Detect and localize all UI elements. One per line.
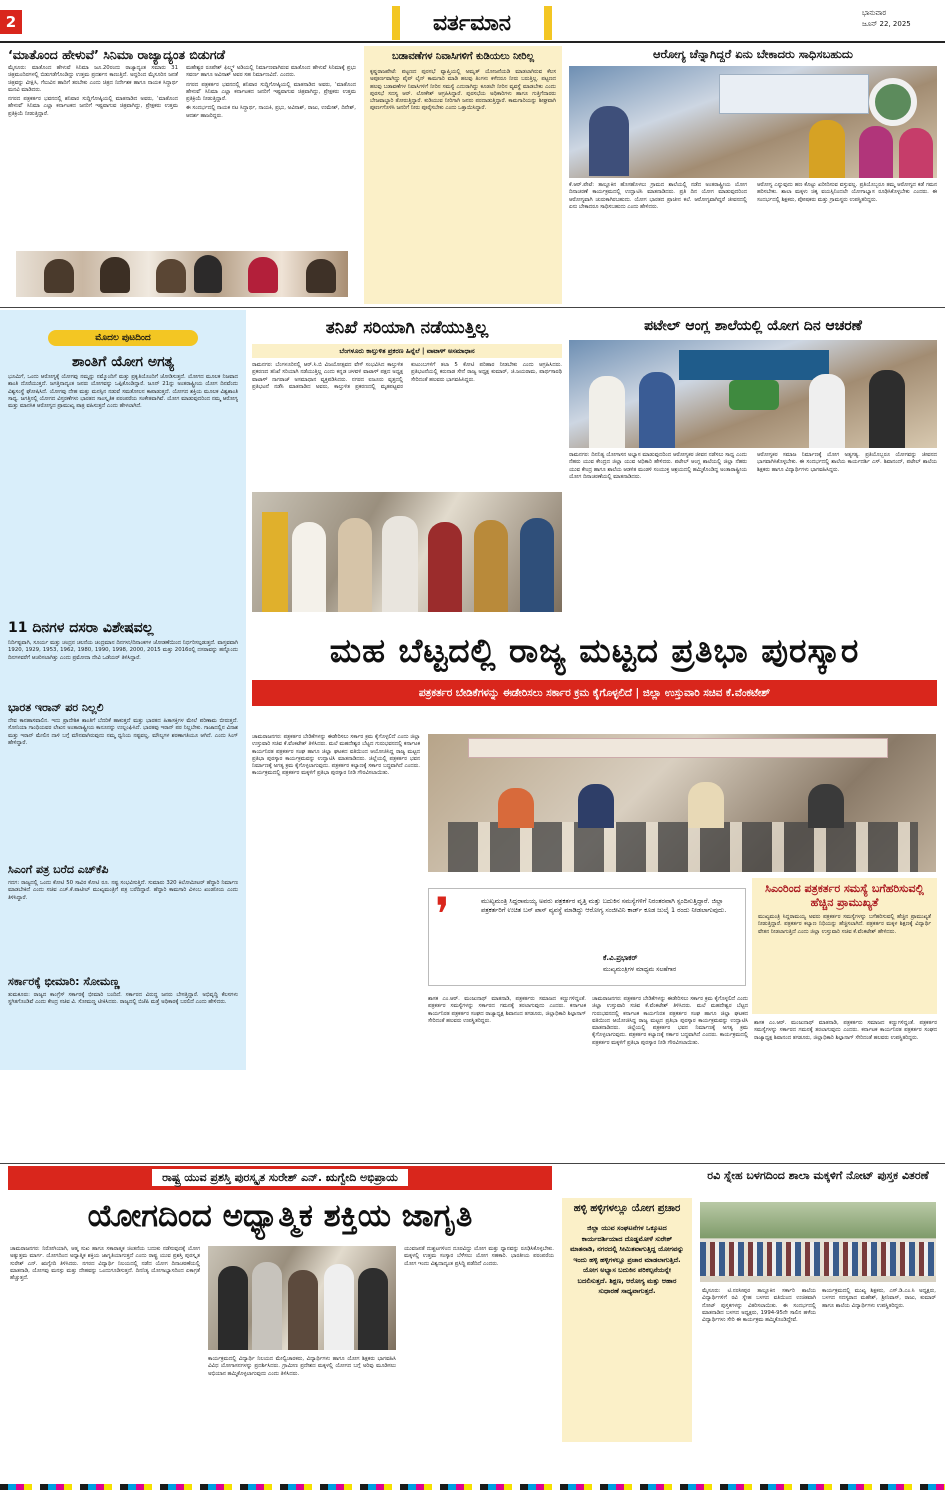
headline: ‘ಮಾತೊಂದ ಹೇಳುವೆ’ ಸಿನಿಮಾ ರಾಜ್ಯಾದ್ಯಂತ ಬಿಡುಗಡೆ (8, 47, 225, 62)
headline: ಶಾಂತಿಗೆ ಯೋಗ ಅಗತ್ಯ (71, 354, 175, 370)
section-tag: ಮೊದಲ ಪುಟದಿಂದ (48, 330, 198, 346)
headline: ಹಳ್ಳಿ ಹಳ್ಳಿಗಳಲ್ಲೂ ಯೋಗ ಪ್ರಚಾರ (573, 1203, 681, 1214)
photo-health-event (569, 66, 937, 178)
article-body: ನಗರದ ಪತ್ರಕರ್ತರ ಭವನದಲ್ಲಿ ಶನಿವಾರ ಸುದ್ದಿಗೋಷ್ಠಿಯಲ್ಲಿ ಮಾತನಾಡಿದ ಅವರು, ‘ಮಾತೊಂದ ಹೇಳುವೆ’ ಸಿನಿಮಾ ಎಲ್ಲಾ ಕರ್ನಾಟಕದ ಜನರಿಗೆ ಇಷ್ಟವಾಗುವ ಚಿತ್ರವಾಗಿದ್ದು, ಪ್ರೇಕ್ಷಕರು ಉತ್ತಮ ಪ್ರತಿಕ್ರಿಯೆ ನೀಡುತ್ತಿದ್ದಾರೆ. (186, 81, 356, 103)
yoga-strip-text: ರಾಷ್ಟ್ರ ಯುವ ಪ್ರಶಸ್ತಿ ಪುರಸ್ಕೃತ ಸುರೇಶ್ ಎನ್. ಋಗ್ವೇದಿ ಅಭಿಪ್ರಾಯ (152, 1169, 408, 1186)
photo-notebook-distribution (700, 1202, 936, 1282)
headline: ಸಿಎಂರಿಂದ ಪತ್ರಕರ್ತರ ಸಮಸ್ಯೆ ಬಗೆಹರಿಸುವಲ್ಲಿ ಹೆಚ್ಚಿನ ಪ್ರಾಮುಖ್ಯತೆ (765, 882, 924, 909)
headline: ಸರ್ಕಾರಕ್ಕೆ ಭೀಮಾರಿ: ಸೋಮಣ್ಣ (8, 975, 120, 988)
article-body: ಮುಖ್ಯಮಂತ್ರಿ ಸಿದ್ದರಾಮಯ್ಯ ಅವರು ಪತ್ರಕರ್ತರ ಸಮಸ್ಯೆಗಳನ್ನು ಬಗೆಹರಿಸುವಲ್ಲಿ ಹೆಚ್ಚಿನ ಪ್ರಾಮುಖ್ಯತೆ ನೀಡುತ್ತಿದ್ದಾರೆ. ಪತ್ರಕರ್ತರ ಕಲ್ಯಾಣ ನಿಧಿಯನ್ನು ಹೆಚ್ಚಿಸಲಾಗಿದೆ. ಪತ್ರಕರ್ತರ ಮಕ್ಕಳ ಶಿಕ್ಷಣಕ್ಕೆ ವಿದ್ಯಾರ್ಥಿ ವೇತನ ನೀಡಲಾಗುತ್ತಿದೆ ಎಂದು ಜಿಲ್ಲಾ ಉಸ್ತುವಾರಿ ಸಚಿವ ಕೆ.ವೆಂಕಟೇಶ್ ಹೇಳಿದರು. (758, 914, 931, 935)
quote-role: ಮುಖ್ಯಮಂತ್ರಿಗಳ ಮಾಧ್ಯಮ ಸಲಹೆಗಾರ (603, 966, 677, 973)
photo-patel-yoga (569, 340, 937, 448)
article-yoga-main (0, 1166, 560, 1484)
quote-box (428, 888, 746, 986)
article-notebook (698, 1168, 938, 1484)
print-color-bar (0, 1484, 945, 1490)
article-patel (569, 316, 937, 616)
article-body: ರಾಮನಗರ: ಬೆಂಗಳೂರಿನಲ್ಲಿ ಆರ್.ಸಿ.ಬಿ ವಿಜಯೋತ್ಸವದ ವೇಳೆ ಸಂಭವಿಸಿದ ಕಾಲ್ತುಳಿತ ಪ್ರಕರಣದ ತನಿಖೆ ಸರಿಯಾಗಿ ನಡೆಯುತ್ತಿಲ್ಲ ಎಂದು ಕನ್ನಡ ಚಳವಳಿ ವಾಟಾಳ್ ಪಕ್ಷದ ಅಧ್ಯಕ್ಷ ವಾಟಾಳ್ ನಾಗರಾಜ್ ಅಸಮಾಧಾನ ವ್ಯಕ್ತಪಡಿಸಿದರು. ನಗರದ ಐಜೂರು ವೃತ್ತದಲ್ಲಿ ಪ್ರತಿಭಟನೆ ನಡೆಸಿ ಮಾತನಾಡಿದ ಅವರು, ಕಾಲ್ತುಳಿತ ಪ್ರಕರಣದಲ್ಲಿ ಮೃತಪಟ್ಟವರ ಕುಟುಂಬಗಳಿಗೆ ತಲಾ 5 ಕೋಟಿ ಪರಿಹಾರ ನೀಡಬೇಕು ಎಂದು ಆಗ್ರಹಿಸಿದರು. ಪ್ರತಿಭಟನೆಯಲ್ಲಿ ಕರುನಾಡ ಸೇನೆ ರಾಜ್ಯ ಅಧ್ಯಕ್ಷ ಕುಮಾರ್, ಜಿ.ಜಯರಾಮ, ಪಾರ್ಥಸಾರಥಿ ಸೇರಿದಂತೆ ಹಲವರು ಭಾಗವಹಿಸಿದ್ದರು. (252, 362, 562, 390)
article-body: ಮೈಸೂರು: ಟಿ.ನರಸೀಪುರ ತಾಲ್ಲೂಕಿನ ಸರ್ಕಾರಿ ಶಾಲೆಯ ವಿದ್ಯಾರ್ಥಿಗಳಿಗೆ ರವಿ ಸ್ನೇಹ ಬಳಗದ ವತಿಯಿಂದ ಉಚಿತವಾಗಿ ನೋಟ್ ಪುಸ್ತಕಗಳನ್ನು ವಿತರಿಸಲಾಯಿತು. ಈ ಸಂದರ್ಭದಲ್ಲಿ ಮಾತನಾಡಿದ ಬಳಗದ ಅಧ್ಯಕ್ಷರು, 1994-95ನೇ ಸಾಲಿನ ಹಳೆಯ ವಿದ್ಯಾರ್ಥಿಗಳು ಸೇರಿ ಈ ಕಾರ್ಯಕ್ರಮ ಹಮ್ಮಿಕೊಂಡಿದ್ದೇವೆ. (702, 1288, 816, 1324)
article-body: ದೇವ ಕಾನಹಾಸವಾಲಿನ. ಇದು ಪ್ರಾದೇಶಿಕ ಶಾಂತಿಗೆ ಬೆದರಿಕೆ ಹಾಕುತ್ತದೆ ಮತ್ತು ಭಾರತದ ಹಿತಾಸಕ್ತಿಗಳ ಮೇಲೆ ಪರಿಣಾಮ ಬೀರುತ್ತದೆ. ಸೋನಿಯಾ ಗಾಂಧಿಯವರ ಲೇಖನ ಅಂತಾರಾಷ್ಟ್ರೀಯ ಕಾನೂನನ್ನು ಉಲ್ಲಂಘಿಸಿದೆ. ಭಾರತವು ಇರಾನ್ ಪರ ನಿಲ್ಲಬೇಕು. ಗಾಜಾದಲ್ಲಿನ ವಿನಾಶ ಮತ್ತು ಇರಾನ್ ಮೇಲಿನ ದಾಳಿ ಬಗ್ಗೆ ಮೌನವಾಗಿರುವುದು ನಮ್ಮ ಧ್ವನಿಯ ನಷ್ಟವಲ್ಲ, ಮೌಲ್ಯಗಳ ಶರಣಾಗತಿಯೂ ಆಗಿದೆ. ಎಂದು ಸಿಂಗ್ ಹೇಳಿದ್ದಾರೆ. (8, 718, 238, 746)
article-health (569, 46, 937, 304)
article-body: ಯುವಜನತೆ ದುಶ್ಚಟಗಳಿಂದ ದೂರವಿದ್ದು ಯೋಗ ಮತ್ತು ಧ್ಯಾನವನ್ನು ರೂಢಿಸಿಕೊಳ್ಳಬೇಕು. ಮಕ್ಕಳಲ್ಲಿ ಉತ್ತಮ ಸಂಸ್ಕಾರ ಬೆಳೆಸಲು ಯೋಗ ಸಹಕಾರಿ. ಭಾರತೀಯ ಪರಂಪರೆಯ ಯೋಗ ಇಂದು ವಿಶ್ವದಾದ್ಯಂತ ಪ್ರಸಿದ್ಧಿ ಪಡೆದಿದೆ ಎಂದರು. (404, 1246, 554, 1267)
award-banner: ಪತ್ರಕರ್ತರ ಬೇಡಿಕೆಗಳನ್ನು ಈಡೇರಿಸಲು ಸರ್ಕಾರ ಕ್ರಮ ಕೈಗೊಳ್ಳಲಿದೆ | ಜಿಲ್ಲಾ ಉಸ್ತುವಾರಿ ಸಚಿವ ಕೆ.ವೆಂಕಟೇಶ್ (252, 680, 937, 706)
article-body: ನಿರ್ದಿಷ್ಟವಾಗಿ, ಸೂರ್ಯ ಮತ್ತು ಚಂದ್ರನ ಚಲನೆಯ ಚಂದ್ರಮಾನ ದಿನಗಳು/ದಿನಾಂಕಗಳ ಜೋಡಣೆಯಿಂದ ನಿರ್ಧರಿಸಲ್ಪಡುತ್ತದೆ. ವಾಸ್ತವವಾಗಿ 1920, 1929, 1953, 1962, 1980, 1990, 1998, 2000, 2015 ಮತ್ತು 2016ರಲ್ಲಿ ದಸರಾವನ್ನು ಹನ್ನೊಂದು ದಿನಗಳವರೆಗೆ ಆಚರಿಸಲಾಗಿತ್ತು ಎಂದು ಪ್ರಮೋದಾ ದೇವಿ ಒಡೆಯರ್ ತಿಳಿಸಿದ್ದಾರೆ. (8, 640, 238, 661)
left-column-bottom (0, 974, 246, 1070)
headline: ಬಡಾವಣೆಗಳ ನಿವಾಸಿಗಳಿಗೆ ಕುಡಿಯಲು ನೀರಿಲ್ಲ (392, 51, 534, 62)
article-drains (364, 46, 562, 304)
left-column-lower (0, 862, 246, 974)
headline: ರವಿ ಸ್ನೇಹ ಬಳಗದಿಂದ ಶಾಲಾ ಮಕ್ಕಳಿಗೆ ನೋಟ್ ಪುಸ್ತಕ ವಿತರಣೆ (707, 1169, 929, 1182)
article-body: ಈ ಸಂದರ್ಭದಲ್ಲಿ ನಾಯಕ ನಟ ಸಿದ್ಧಾರ್ಥ, ನಾಯಕಿ, ಪ್ರಭು, ಅವಿನಾಶ್, ರಾಜು, ಉಮೇಶ್, ದಿನೇಶ್, ಆದರ್ಶ ಹಾಜರಿದ್ದರು. (186, 105, 356, 119)
article-body: ರಾಮನಗರ: ದಿನನಿತ್ಯ ಯೋಗಾಸನ ಅಭ್ಯಾಸ ಮಾಡುವುದರಿಂದ ಆರೋಗ್ಯಕರ ಜೀವನ ನಡೆಸಲು ಸಾಧ್ಯ ಎಂದು ನೆಹರು ಯುವ ಕೇಂದ್ರದ ಜಿಲ್ಲಾ ಯುವ ಅಧಿಕಾರಿ ಹೇಳಿದರು. ಪಟೇಲ್ ಆಂಗ್ಲ ಶಾಲೆಯಲ್ಲಿ ಜಿಲ್ಲಾ ನೆಹರು ಯುವ ಕೇಂದ್ರ ಹಾಗೂ ಶಾಲೆಯ ಆಡಳಿತ ಮಂಡಳಿ ಸಂಯುಕ್ತ ಆಶ್ರಯದಲ್ಲಿ ಹಮ್ಮಿಕೊಂಡಿದ್ದ ಅಂತಾರಾಷ್ಟ್ರೀಯ ಯೋಗ ದಿನಾಚರಣೆಯಲ್ಲಿ ಮಾತನಾಡಿದರು. (569, 452, 747, 480)
article-cinema (8, 46, 356, 300)
masthead-date-text: ಜೂನ್ 22, 2025 (862, 20, 911, 28)
masthead-date (862, 8, 942, 38)
article-body: ತುಮಕೂರು: ರಾಜ್ಯದ ಕಾಂಗ್ರೆಸ್ ಸರ್ಕಾರಕ್ಕೆ ಭೀಮಾರಿ ಬಂದಿದೆ. ಸರ್ಕಾರದ ವಿರುದ್ಧ ಜನರು ಬೇಸತ್ತಿದ್ದಾರೆ. ಅಭಿವೃದ್ಧಿ ಕೆಲಸಗಳು ಸ್ಥಗಿತಗೊಂಡಿವೆ ಎಂದು ಕೇಂದ್ರ ಸಚಿವ ವಿ. ಸೋಮಣ್ಣ ಟೀಕಿಸಿದರು. ರಾಜ್ಯದಲ್ಲಿ ಬಿಜೆಪಿ ಮತ್ತೆ ಅಧಿಕಾರಕ್ಕೆ ಬರಲಿದೆ ಎಂದು ಹೇಳಿದರು. (8, 992, 238, 1006)
headline: ತನಿಖೆ ಸರಿಯಾಗಿ ನಡೆಯುತ್ತಿಲ್ಲ (325, 318, 489, 338)
headline: 11 ದಿನಗಳ ದಸರಾ ವಿಶೇಷವಲ್ಲ (8, 620, 154, 636)
article-body: ಆರೋಗ್ಯಕರ ಸಮಾಜ ನಿರ್ಮಾಣಕ್ಕೆ ಯೋಗ ಅತ್ಯಗತ್ಯ. ಪ್ರತಿಯೊಬ್ಬರೂ ಯೋಗವನ್ನು ಜೀವನದ ಭಾಗವಾಗಿಸಿಕೊಳ್ಳಬೇಕು. ಈ ಸಂದರ್ಭದಲ್ಲಿ ಶಾಲೆಯ ಕಾರ್ಯದರ್ಶಿ ಎಸ್. ಶಿವಾನಂದ್, ಪಟೇಲ್ ಶಾಲೆಯ ಶಿಕ್ಷಕರು ಹಾಗೂ ವಿದ್ಯಾರ್ಥಿಗಳು ಭಾಗವಹಿಸಿದ್ದರು. (757, 452, 937, 473)
article-body: ಜಿಲ್ಲಾ ಯುವ ಸಂಘಟನೆಗಳ ಒಕ್ಕೂಟದ ಕಾರ್ಯದರ್ಶಿಯಾದ ದೊಡ್ಡಮೋಳೆ ಸುರೇಶ್ ಮಾತನಾಡಿ, ನಗರದಲ್ಲಿ ಸೀಮಿತವಾಗುತ್ತಿದ್ದ ಯೋಗವನ್ನು ಇಂದು ಹಳ್ಳಿ ಹಳ್ಳಿಗಳಲ್ಲೂ ಪ್ರಚಾರ ಮಾಡಲಾಗುತ್ತಿದೆ. ಯೋಗ ಅಭ್ಯಾಸ ಬದುಕಿನ ಪರಿಕಲ್ಪನೆಯನ್ನೇ ಬದಲಿಸುತ್ತದೆ. ಶಿಕ್ಷಣ, ಆರೋಗ್ಯ ಮತ್ತು ಆಹಾರ ಸುಧಾರಣೆ ಸಾಧ್ಯವಾಗುತ್ತದೆ. (570, 1224, 684, 1295)
quote-mark-icon: ❜ (435, 888, 450, 941)
article-village (562, 1198, 692, 1442)
article-body: ಭೂಮಿಗೆ, ಒಂದು ಆರೋಗ್ಯಕ್ಕೆ ಯೋಗವು ನಮ್ಮನ್ನು ನಮ್ಮೊಂದಿಗೆ ಮತ್ತು ಪ್ರಕೃತಿಯೊಂದಿಗೆ ಜೋಡಿಸುತ್ತದೆ. ಯೋಗದ ಮೂಲಕ ನಿಜವಾದ ಶಾಂತಿ ದೊರೆಯುತ್ತದೆ. ಜಗತ್ತಿನಾದ್ಯಂತ ಜನರು ಯೋಗವನ್ನು ಒಪ್ಪಿಕೊಂಡಿದ್ದಾರೆ. ಜೂನ್ 21ನ್ನು ಅಂತರಾಷ್ಟ್ರೀಯ ಯೋಗ ದಿನವೆಂದು ವಿಶ್ವಸಂಸ್ಥೆ ಘೋಷಿಸಿದೆ. ಯೋಗವು ದೇಹ ಮತ್ತು ಮನಸ್ಸಿನ ನಡುವೆ ಸಮತೋಲನ ಕಾಪಾಡುತ್ತದೆ. ಯೋಗದ ಶಕ್ತಿಯ ಮೂಲಕ ವಿಶ್ವಶಾಂತಿ ಸಾಧ್ಯ. ಜಗತ್ತಿನಲ್ಲಿ ಯೋಗದ ವಿಸ್ತರಣೆಗಳು ಭಾರತದ ಸಾಂಸ್ಕೃತಿಕ ಪರಂಪರೆಯ ಸಂಕೇತವಾಗಿವೆ. ಯೋಗ ಮಾಡುವುದರಿಂದ ನಮ್ಮ ಆರೋಗ್ಯ ಮತ್ತು ಮಾನಸಿಕ ಆರೋಗ್ಯದ ಪ್ರಾಮುಖ್ಯ ಪಾತ್ರ ವಹಿಸುತ್ತದೆ ಎಂದು ಹೇಳಲಾಗಿದೆ. (8, 374, 238, 410)
quote-text: ಮುಖ್ಯಮಂತ್ರಿ ಸಿದ್ದರಾಮಯ್ಯ ಅವರು ಪತ್ರಕರ್ತರ ವೃತ್ತಿ ಮತ್ತು ಬದುಕಿನ ಸಮಸ್ಯೆಗಳಿಗೆ ನಿರಂತರವಾಗಿ ಸ್ಪಂದಿಸುತ್ತಿದ್ದಾರೆ. ಜಿಲ್ಲಾ ಪತ್ರಕರ್ತರಿಗೆ ಉಚಿತ ಬಸ್ ಪಾಸ್ ವ್ಯವಸ್ಥೆ ಮಾಡಿದ್ದು ಆರೋಗ್ಯ ಸಂಜೀವಿನಿ ಕಾರ್ಡ್ ಕೂಡ ಜುಲೈ 1 ರಂದು ನೀಡಲಾಗುವುದು. (481, 897, 727, 914)
page-number: 2 (0, 10, 22, 34)
article-body: ಚಾಮರಾಜನಗರ: ನಿರೋಗಿಯಾಗಿ, ಆತ್ಮ ಸುಖ ಹಾಗೂ ಸಕಾರಾತ್ಮಕ ಚಿಂತನೆಯ ಬದುಕು ನಡೆಸುವುದಕ್ಕೆ ಯೋಗ ಅತ್ಯುತ್ತಮ ಮಾರ್ಗ. ಯೋಗದಿಂದ ಅಧ್ಯಾತ್ಮಿಕ ಶಕ್ತಿಯ ಜಾಗೃತಿಯಾಗುತ್ತದೆ ಎಂದು ರಾಷ್ಟ್ರ ಯುವ ಪ್ರಶಸ್ತಿ ಪುರಸ್ಕೃತ ಸುರೇಶ್ ಎನ್. ಋಗ್ವೇದಿ ತಿಳಿಸಿದರು. ನಗರದ ವಿದ್ಯಾರ್ಥಿ ನಿಲಯದಲ್ಲಿ ನಡೆದ ಯೋಗ ದಿನಾಚರಣೆಯಲ್ಲಿ ಮಾತನಾಡಿ, ಯೋಗವು ಮನಸ್ಸು ಮತ್ತು ದೇಹವನ್ನು ಒಂದುಗೂಡಿಸುತ್ತದೆ. ದಿನನಿತ್ಯ ಯೋಗಾಭ್ಯಾಸದಿಂದ ಏಕಾಗ್ರತೆ ಹೆಚ್ಚುತ್ತದೆ. (10, 1246, 200, 1282)
article-body: ಗದಗ: ರಾಜ್ಯದಲ್ಲಿ ಒಂದು ಕೋಟಿ 50 ಸಾವಿರ ಕೋಟಿ ರೂ. ನಷ್ಟ ಸಂಭವಿಸುತ್ತಿದೆ. ಸುಮಾರು 320 ಕಿಲೋಮೀಟರ್ ಹೆದ್ದಾರಿ ನಿರ್ಮಾಣ ಮಾಡಬೇಕಿದೆ ಎಂದು ಸಚಿವ ಎಚ್.ಕೆ.ಪಾಟೀಲ್ ಮುಖ್ಯಮಂತ್ರಿಗೆ ಪತ್ರ ಬರೆದಿದ್ದಾರೆ. ಹೆದ್ದಾರಿ ಕಾಮಗಾರಿ ವಿಳಂಬ ಖಂಡನೀಯ ಎಂದು ತಿಳಿಸಿದ್ದಾರೆ. (8, 880, 238, 901)
headline: ಪಟೇಲ್ ಆಂಗ್ಲ ಶಾಲೆಯಲ್ಲಿ ಯೋಗ ದಿನ ಆಚರಣೆ (644, 318, 862, 334)
article-award (252, 622, 937, 872)
article-body: ಮಹೇಶ್ವರ ರೂಪೇಶ್ ಫಿಲ್ಮ್ಸ್ ಅಡಿಯಲ್ಲಿ ನಿರ್ಮಾಣವಾಗಿರುವ ಮಾತೊಂದ ಹೇಳುವೆ ಸಿನಿಮಾಕ್ಕೆ ಪ್ರಭು ಸವರ್ಣ ಹಾಗೂ ಅವಿನಾಶ್ ಅವರ ಸಹ ನಿರ್ಮಾಣವಿದೆ. ಎಂದರು. (186, 65, 356, 79)
left-column (0, 310, 246, 862)
photo-award-ceremony (428, 734, 936, 872)
article-body: ಕಾರ್ಯಕ್ರಮದಲ್ಲಿ ಮುಖ್ಯ ಶಿಕ್ಷಕರು, ಎಸ್.ಡಿ.ಎಂ.ಸಿ ಅಧ್ಯಕ್ಷರು, ಬಳಗದ ಸದಸ್ಯರಾದ ಮಹೇಶ್, ಶ್ರೀನಿವಾಸ್, ರಾಜು, ಕುಮಾರ್ ಹಾಗೂ ಶಾಲೆಯ ವಿದ್ಯಾರ್ಥಿಗಳು ಉಪಸ್ಥಿತರಿದ್ದರು. (822, 1288, 936, 1309)
article-cm-side (752, 878, 937, 1014)
masthead-logo-text: ವರ್ತಮಾನ (432, 10, 512, 36)
masthead-logo (392, 6, 552, 40)
headline: ಆರೋಗ್ಯ ಚೆನ್ನಾಗಿದ್ದರೆ ಏನು ಬೇಕಾದರು ಸಾಧಿಸಬಹುದು (653, 47, 853, 61)
headline: ಯೋಗದಿಂದ ಅಧ್ಯಾತ್ಮಿಕ ಶಕ್ತಿಯ ಜಾಗೃತಿ (87, 1198, 473, 1234)
article-body: ಮೈಸೂರು: ಮಾತೊಂದ ಹೇಳುವೆ ಸಿನಿಮಾ ಜೂ.20ರಂದು ರಾಜ್ಯಾದ್ಯಂತ ಸಮಾರು 31 ಚಿತ್ರಮಂದಿರಗಳಲ್ಲಿ ಬಿಡುಗಡೆಗೊಂಡಿದ್ದು ಉತ್ತಮ ಪ್ರದರ್ಶನ ಕಾಣುತ್ತಿದೆ. ಅದ್ದರಿಂದ ಮೈಸೂರಿನ ಜನತೆ ಚಿತ್ರವನ್ನು ವೀಕ್ಷಿಸಿ, ಗೆಲುವಿನ ಹಾದಿಗೆ ತರಬೇಕು ಎಂದು ಚಿತ್ರದ ನಿರ್ದೇಶಕ ಹಾಗೂ ನಾಯಕ ಸಿದ್ಧಾರ್ಥ ಮನವಿ ಮಾಡಿದರು. (8, 65, 178, 93)
article-body: ಕಾರ್ಯಕ್ರಮದಲ್ಲಿ ವಿದ್ಯಾರ್ಥಿ ನಿಲಯದ ಮೇಲ್ವಿಚಾರಕರು, ವಿದ್ಯಾರ್ಥಿಗಳು ಹಾಗೂ ಯೋಗ ಶಿಕ್ಷಕರು ಭಾಗವಹಿಸಿ ವಿವಿಧ ಯೋಗಾಸನಗಳನ್ನು ಪ್ರದರ್ಶಿಸಿದರು. ಗ್ರಾಮೀಣ ಪ್ರದೇಶದ ಮಕ್ಕಳಲ್ಲಿ ಯೋಗದ ಬಗ್ಗೆ ಅರಿವು ಮೂಡಿಸಲು ಅಭಿಯಾನ ಹಮ್ಮಿಕೊಳ್ಳಲಾಗುವುದು ಎಂದು ತಿಳಿಸಿದರು. (208, 1356, 396, 1377)
masthead-day: ಭಾನುವಾರ (862, 9, 887, 17)
article-body: ಶಾಸಕ ಎಂ.ಆರ್. ಮಂಜುನಾಥ್ ಮಾತನಾಡಿ, ಪತ್ರಕರ್ತರು ಸಮಾಜದ ಕಣ್ಣುಗಳಿದ್ದಂತೆ. ಪತ್ರಕರ್ತರ ಸಮಸ್ಯೆಗಳನ್ನು ಸರ್ಕಾರದ ಗಮನಕ್ಕೆ ತರಲಾಗುವುದು ಎಂದರು. ಕರ್ನಾಟಕ ಕಾರ್ಯನಿರತ ಪತ್ರಕರ್ತರ ಸಂಘದ ರಾಜ್ಯಾಧ್ಯಕ್ಷ ಶಿವಾನಂದ ತಗಡೂರು, ಜಿಲ್ಲಾಧಿಕಾರಿ ಶಿಲ್ಪಾನಾಗ್ ಸೇರಿದಂತೆ ಹಲವರು ಉಪಸ್ಥಿತರಿದ್ದರು. (428, 996, 586, 1024)
article-body: ಚಾಮರಾಜನಗರ: ಪತ್ರಕರ್ತರ ಬೇಡಿಕೆಗಳನ್ನು ಈಡೇರಿಸಲು ಸರ್ಕಾರ ಕ್ರಮ ಕೈಗೊಳ್ಳಲಿದೆ ಎಂದು ಜಿಲ್ಲಾ ಉಸ್ತುವಾರಿ ಸಚಿವ ಕೆ.ವೆಂಕಟೇಶ್ ತಿಳಿಸಿದರು. ಮಲೆ ಮಹದೇಶ್ವರ ಬೆಟ್ಟದ ಗುರುಭವನದಲ್ಲಿ ಕರ್ನಾಟಕ ಕಾರ್ಯನಿರತ ಪತ್ರಕರ್ತರ ಸಂಘ ಹಾಗೂ ಜಿಲ್ಲಾ ಘಟಕದ ವತಿಯಿಂದ ಆಯೋಜಿಸಿದ್ದ ರಾಜ್ಯ ಮಟ್ಟದ ಪ್ರತಿಭಾ ಪುರಸ್ಕಾರ ಕಾರ್ಯಕ್ರಮವನ್ನು ಉದ್ಘಾಟಿಸಿ ಮಾತನಾಡಿದರು. ಜಿಲ್ಲೆಯಲ್ಲಿ ಪತ್ರಕರ್ತರ ಭವನ ನಿರ್ಮಾಣಕ್ಕೆ ಅಗತ್ಯ ಕ್ರಮ ಕೈಗೊಳ್ಳಲಾಗುವುದು. ಪತ್ರಕರ್ತರ ಕಲ್ಯಾಣಕ್ಕೆ ಸರ್ಕಾರ ಬದ್ಧವಾಗಿದೆ ಎಂದರು. ಕಾರ್ಯಕ್ರಮದಲ್ಲಿ ಪತ್ರಕರ್ತರ ಮಕ್ಕಳಿಗೆ ಪ್ರತಿಭಾ ಪುರಸ್ಕಾರ ನೀಡಿ ಗೌರವಿಸಲಾಯಿತು. (592, 996, 748, 1046)
headline: ಭಾರತ ಇರಾನ್ ಪರ ನಿಲ್ಲಲಿ (8, 701, 104, 714)
headline: ಮಹ ಬೆಟ್ಟದಲ್ಲಿ ರಾಜ್ಯ ಮಟ್ಟದ ಪ್ರತಿಭಾ ಪುರಸ್ಕಾರ (329, 631, 860, 670)
photo-protest (252, 492, 562, 612)
article-body: ಚಾಮರಾಜನಗರ: ಪತ್ರಕರ್ತರ ಬೇಡಿಕೆಗಳನ್ನು ಈಡೇರಿಸಲು ಸರ್ಕಾರ ಕ್ರಮ ಕೈಗೊಳ್ಳಲಿದೆ ಎಂದು ಜಿಲ್ಲಾ ಉಸ್ತುವಾರಿ ಸಚಿವ ಕೆ.ವೆಂಕಟೇಶ್ ತಿಳಿಸಿದರು. ಮಲೆ ಮಹದೇಶ್ವರ ಬೆಟ್ಟದ ಗುರುಭವನದಲ್ಲಿ ಕರ್ನಾಟಕ ಕಾರ್ಯನಿರತ ಪತ್ರಕರ್ತರ ಸಂಘ ಹಾಗೂ ಜಿಲ್ಲಾ ಘಟಕದ ವತಿಯಿಂದ ಆಯೋಜಿಸಿದ್ದ ರಾಜ್ಯ ಮಟ್ಟದ ಪ್ರತಿಭಾ ಪುರಸ್ಕಾರ ಕಾರ್ಯಕ್ರಮವನ್ನು ಉದ್ಘಾಟಿಸಿ ಮಾತನಾಡಿದರು. ಜಿಲ್ಲೆಯಲ್ಲಿ ಪತ್ರಕರ್ತರ ಭವನ ನಿರ್ಮಾಣಕ್ಕೆ ಅಗತ್ಯ ಕ್ರಮ ಕೈಗೊಳ್ಳಲಾಗುವುದು. ಪತ್ರಕರ್ತರ ಕಲ್ಯಾಣಕ್ಕೆ ಸರ್ಕಾರ ಬದ್ಧವಾಗಿದೆ ಎಂದರು. ಕಾರ್ಯಕ್ರಮದಲ್ಲಿ ಪತ್ರಕರ್ತರ ಮಕ್ಕಳಿಗೆ ಪ್ರತಿಭಾ ಪುರಸ್ಕಾರ ನೀಡಿ ಗೌರವಿಸಲಾಯಿತು. (252, 734, 420, 777)
subheadline-strip: ಬೆಂಗಳೂರು ಕಾಲ್ತುಳಿತ ಪ್ರಕರಣ ಹಿನ್ನೆಲೆ | ವಾಟಾಳ್ ಅಸಮಾಧಾನ (252, 344, 562, 358)
photo-cinema-cast (16, 251, 348, 297)
article-body: ಆರೋಗ್ಯ ಎನ್ನುವುದು ಹಣ ಕೊಟ್ಟು ಖರೀದಿಸುವ ವಸ್ತುವಲ್ಲ. ಪ್ರತಿಯೊಬ್ಬರೂ ತಮ್ಮ ಆರೋಗ್ಯದ ಕಡೆ ಗಮನ ಹರಿಸಬೇಕು. ಶಾಲಾ ಮಕ್ಕಳು ಚಿಕ್ಕ ವಯಸ್ಸಿನಿಂದಲೇ ಯೋಗಾಭ್ಯಾಸ ರೂಢಿಸಿಕೊಳ್ಳಬೇಕು ಎಂದರು. ಈ ಸಂದರ್ಭದಲ್ಲಿ ಶಿಕ್ಷಕರು, ಪೋಷಕರು ಮತ್ತು ಗ್ರಾಮಸ್ಥರು ಉಪಸ್ಥಿತರಿದ್ದರು. (757, 182, 937, 203)
photo-yoga-students (208, 1246, 396, 1350)
quote-author: ಕೆ.ವಿ.ಪ್ರಭಾಕರ್ (603, 954, 638, 962)
article-body: ಕೃಷ್ಣರಾಜಪೇಟೆ: ಪಟ್ಟಣದ ಪುರಸಭೆ ವ್ಯಾಪ್ತಿಯಲ್ಲಿ ಅಮೃತ್ ಯೋಜನೆಯಡಿ ಮಾಡಲಾಗಿರುವ ಕೆಲಸ ಅಪೂರ್ಣವಾಗಿದ್ದು ಪೈಪ್ ಲೈನ್ ಕಾಮಗಾರಿ ಮಾಡಿ ಹಲವು ತಿಂಗಳು ಕಳೆದರೂ ನೀರು ಬರುತ್ತಿಲ್ಲ. ಪಟ್ಟಣದ ಹಲವು ಬಡಾವಣೆಗಳ ನಿವಾಸಿಗಳಿಗೆ ನೀರಿನ ಸಮಸ್ಯೆ ಎದುರಾಗಿದ್ದು ಕೂಡಲೇ ನೀರಿನ ವ್ಯವಸ್ಥೆ ಮಾಡಬೇಕು ಎಂದು ಪುರಸಭೆ ಸದಸ್ಯ ಆರ್. ಲೋಕೇಶ್ ಆಗ್ರಹಿಸಿದ್ದಾರೆ. ಪುರಸಭೆಯ ಅಧಿಕಾರಿಗಳು ಹಾಗೂ ಗುತ್ತಿಗೆದಾರರು ಬೇಜವಾಬ್ದಾರಿ ತೋರುತ್ತಿದ್ದಾರೆ. ಕುಡಿಯುವ ನೀರಿಗಾಗಿ ಜನರು ಪರದಾಡುತ್ತಿದ್ದಾರೆ. ಕಾಮಗಾರಿಯನ್ನು ಶೀಘ್ರವಾಗಿ ಪೂರ್ಣಗೊಳಿಸಿ ಜನರಿಗೆ ನೀರು ಪೂರೈಸಬೇಕು ಎಂದು ಒತ್ತಾಯಿಸಿದ್ದಾರೆ. (370, 69, 556, 112)
article-body: ನಗರದ ಪತ್ರಕರ್ತರ ಭವನದಲ್ಲಿ ಶನಿವಾರ ಸುದ್ದಿಗೋಷ್ಠಿಯಲ್ಲಿ ಮಾತನಾಡಿದ ಅವರು, ‘ಮಾತೊಂದ ಹೇಳುವೆ’ ಸಿನಿಮಾ ಎಲ್ಲಾ ಕರ್ನಾಟಕದ ಜನರಿಗೆ ಇಷ್ಟವಾಗುವ ಚಿತ್ರವಾಗಿದ್ದು, ಪ್ರೇಕ್ಷಕರು ಉತ್ತಮ ಪ್ರತಿಕ್ರಿಯೆ ನೀಡುತ್ತಿದ್ದಾರೆ. (8, 96, 178, 117)
headline: ಸಿಎಂಗೆ ಪತ್ರ ಬರೆದ ಎಚ್‌ಕೆಪಿ (8, 863, 109, 876)
article-body: ಕೆ.ಆರ್.ಪೇಟೆ: ತಾಲ್ಲೂಕಿನ ಹೊಸಹೊಳಲು ಗ್ರಾಮದ ಶಾಲೆಯಲ್ಲಿ ನಡೆದ ಅಂತರಾಷ್ಟ್ರೀಯ ಯೋಗ ದಿನಾಚರಣೆ ಕಾರ್ಯಕ್ರಮದಲ್ಲಿ ಉದ್ಘಾಟಿಸಿ ಮಾತನಾಡಿದರು. ಪ್ರತಿ ದಿನ ಯೋಗ ಮಾಡುವುದರಿಂದ ಆರೋಗ್ಯವಾಗಿ ಚುರುಕಾಗಿರಬಹುದು. ಯೋಗ ಭಾರತದ ಪ್ರಾಚೀನ ಕಲೆ. ಆರೋಗ್ಯವಾಗಿದ್ದರೆ ಜೀವನದಲ್ಲಿ ಏನು ಬೇಕಾದರೂ ಸಾಧಿಸಬಹುದು ಎಂದು ಹೇಳಿದರು. (569, 182, 747, 210)
article-tanikhe (252, 316, 562, 616)
yoga-strip (8, 1166, 552, 1190)
article-body: ಶಾಸಕ ಎಂ.ಆರ್. ಮಂಜುನಾಥ್ ಮಾತನಾಡಿ, ಪತ್ರಕರ್ತರು ಸಮಾಜದ ಕಣ್ಣುಗಳಿದ್ದಂತೆ. ಪತ್ರಕರ್ತರ ಸಮಸ್ಯೆಗಳನ್ನು ಸರ್ಕಾರದ ಗಮನಕ್ಕೆ ತರಲಾಗುವುದು ಎಂದರು. ಕರ್ನಾಟಕ ಕಾರ್ಯನಿರತ ಪತ್ರಕರ್ತರ ಸಂಘದ ರಾಜ್ಯಾಧ್ಯಕ್ಷ ಶಿವಾನಂದ ತಗಡೂರು, ಜಿಲ್ಲಾಧಿಕಾರಿ ಶಿಲ್ಪಾನಾಗ್ ಸೇರಿದಂತೆ ಹಲವರು ಉಪಸ್ಥಿತರಿದ್ದರು. (754, 1020, 937, 1041)
